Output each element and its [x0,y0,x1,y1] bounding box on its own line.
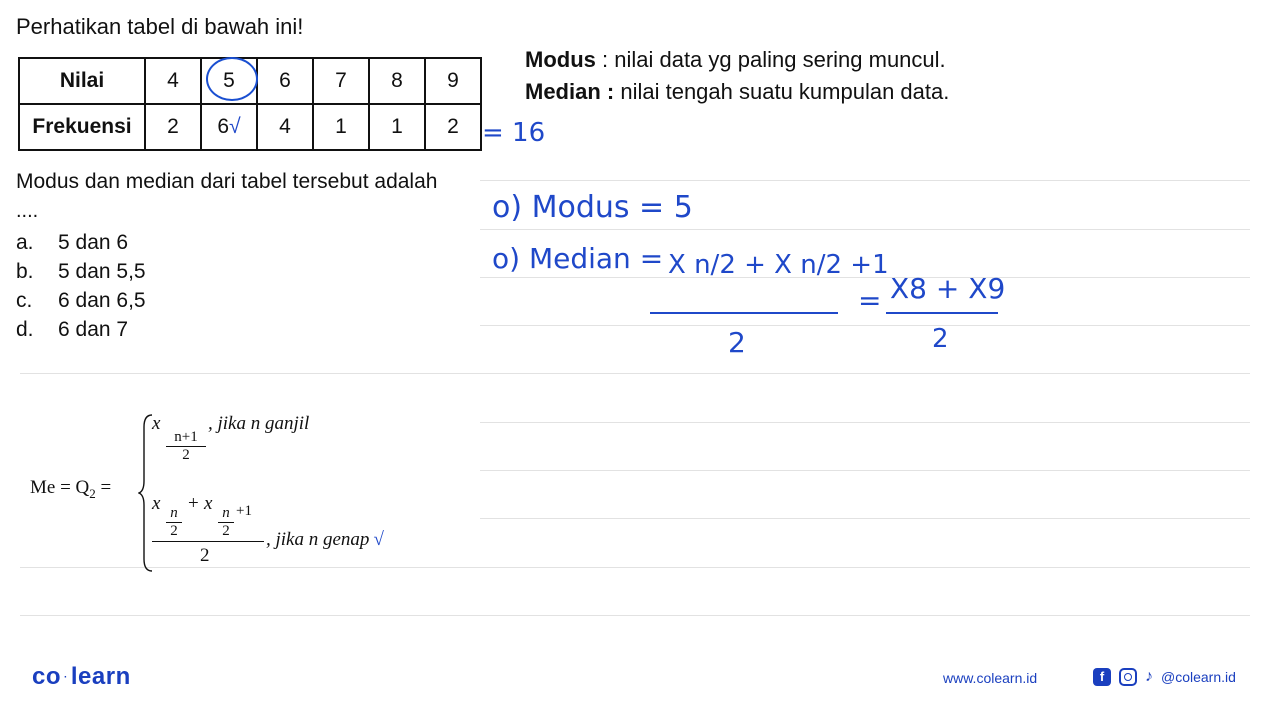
row-label-frekuensi: Frekuensi [19,104,145,150]
case-even-fraction-bar [152,541,264,542]
footer-social: f ♪ @colearn.id [1093,668,1236,686]
table-cell: 9 [425,58,481,104]
case-even-denominator: 2 [200,545,210,566]
handwritten-total: = 16 [482,118,546,148]
table-cell: 6√ [201,104,257,150]
table-cell: 2 [425,104,481,150]
table-cell: 6 [257,58,313,104]
ruled-line [20,567,1250,568]
formula-lhs: $Me = Q_2$ = [30,477,112,501]
case-odd-subscript: n+1 2 [166,429,206,464]
handwritten-median-denominator: 2 [728,326,746,359]
table-cell: 1 [369,104,425,150]
handwritten-median-numerator: X n/2 + X n/2 +1 [668,250,889,280]
handwritten-equals: = [858,284,882,317]
table-cell: 5 [201,58,257,104]
question-dots: .... [16,200,39,222]
table-cell: 7 [313,58,369,104]
case-even-sub1: n 2 [166,505,182,540]
check-mark: √ [373,529,384,550]
ruled-line [480,229,1250,230]
ruled-line [480,422,1250,423]
ruled-line [480,180,1250,181]
table-cell: 2 [145,104,201,150]
table-row [19,104,481,150]
handwritten-modus: o) Modus = 5 [492,190,693,225]
table-cell: 1 [313,104,369,150]
median-definition: Median : nilai tengah suatu kumpulan data. [525,79,950,104]
case-even-sub2: n 2 [218,505,234,540]
option-a[interactable]: a. 5 dan 6 [16,231,129,254]
ruled-line [20,373,1250,374]
mode-circle-annotation [206,57,258,101]
question-stem: Modus dan median dari tabel tersebut adalah [16,170,438,193]
facebook-icon[interactable]: f [1093,668,1111,686]
instagram-icon[interactable] [1119,668,1137,686]
handwritten-result-numerator: X8 + X9 [890,272,1006,305]
option-c[interactable]: c. 6 dan 6,5 [16,289,146,312]
handwritten-median-label: o) Median = [492,242,664,275]
handwritten-result-denominator: 2 [932,324,949,354]
table-cell: 8 [369,58,425,104]
ruled-line [480,325,1250,326]
case-even-x2: x [204,493,213,514]
fraction-bar [886,312,998,314]
footer-website[interactable]: www.colearn.id [943,670,1038,686]
fraction-bar [650,312,838,314]
case-even-text: , jika n genap √ [266,529,384,550]
case-odd-text: , jika n ganjil [208,413,310,434]
case-even-numerator: x [152,493,161,514]
colearn-logo: co · learn [32,663,131,690]
case-even-plus: + [188,493,199,514]
tiktok-icon[interactable]: ♪ [1145,668,1153,685]
modus-definition: Modus : nilai data yg paling sering muncul. [525,47,946,72]
option-d[interactable]: d. 6 dan 7 [16,318,129,341]
definitions [525,44,949,108]
question-title: Perhatikan tabel di bawah ini! [16,14,304,39]
case-odd: x [152,413,161,434]
table-cell: 4 [257,104,313,150]
table-cell: 4 [145,58,201,104]
ruled-line [20,615,1250,616]
ruled-line [480,470,1250,471]
answer-options [16,228,146,344]
check-mark: √ [229,115,241,138]
option-b[interactable]: b. 5 dan 5,5 [16,260,146,283]
row-label-nilai: Nilai [19,58,145,104]
case-even-plus-one: +1 [236,503,252,519]
ruled-line [480,518,1250,519]
